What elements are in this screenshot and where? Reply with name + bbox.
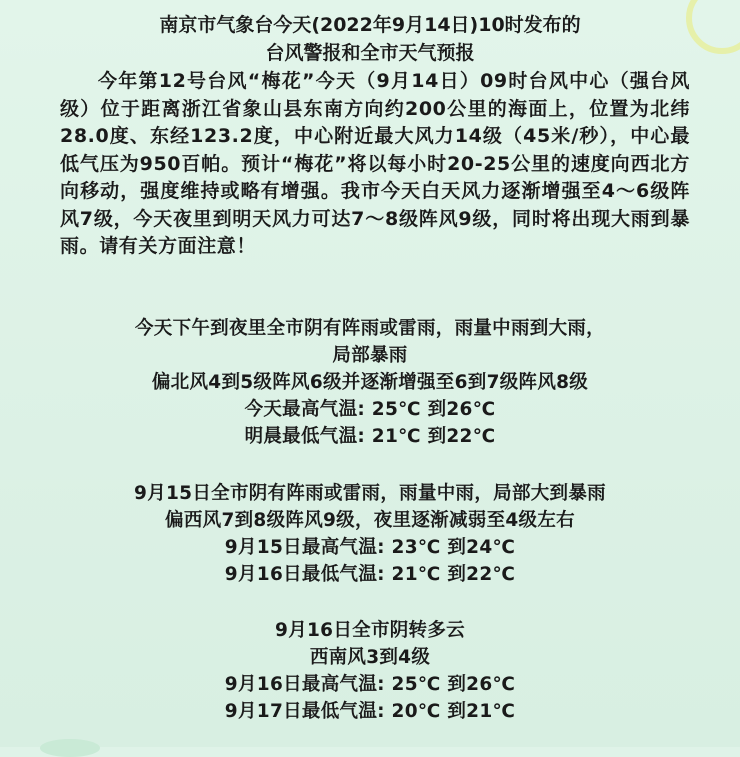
bottom-decoration [40,739,100,757]
today-weather-line1: 今天下午到夜里全市阴有阵雨或雷雨，雨量中雨到大雨， [134,318,605,339]
today-wind: 偏北风4到5级阵风6级并逐渐增强至6到7级阵风8级 [151,372,589,393]
sep16-wind: 西南风3到4级 [309,647,431,668]
page-subtitle: 台风警报和全市天气预报 [265,42,475,64]
sep15-high-temp: 9月15日最高气温: 23℃ 到24℃ [224,537,516,558]
sep15-wind: 偏西风7到8级阵风9级，夜里逐渐减弱至4级左右 [165,510,575,531]
sep15-weather: 9月15日全市阴有阵雨或雷雨，雨量中雨，局部大到暴雨 [134,483,606,504]
sep16-weather: 9月16日全市阴转多云 [275,620,465,641]
sep17-low-temp: 9月17日最低气温: 20℃ 到21℃ [224,701,516,722]
sep16-low-temp: 9月16日最低气温: 21℃ 到22℃ [224,564,516,585]
today-weather-line2: 局部暴雨 [332,345,408,366]
sep16-high-temp: 9月16日最高气温: 25℃ 到26℃ [224,674,516,695]
page-title: 南京市气象台今天(2022年9月14日)10时发布的 [159,14,581,36]
typhoon-warning-paragraph: 今年第12号台风“梅花”今天（9月14日）09时台风中心（强台风级）位于距离浙江省象山县东南方向约200公里的海面上，位置为北纬28.0度、东经123.2度，中心附近最大风力14级（45米/秒），中心最低气压为950百帕。预计“梅花”将以每小时20-25公里的速度向西北方向移动，强度维持或略有增强。我市今天白天风力逐渐增强至4～6级阵风7级，今天夜里到明天风力可达7～8级阵风9级，同时将出现大雨到暴雨。请有关方面注意！ [60,70,690,257]
tomorrow-morning-low-temp: 明晨最低气温: 21℃ 到22℃ [244,426,496,447]
today-high-temp: 今天最高气温: 25℃ 到26℃ [244,399,496,420]
